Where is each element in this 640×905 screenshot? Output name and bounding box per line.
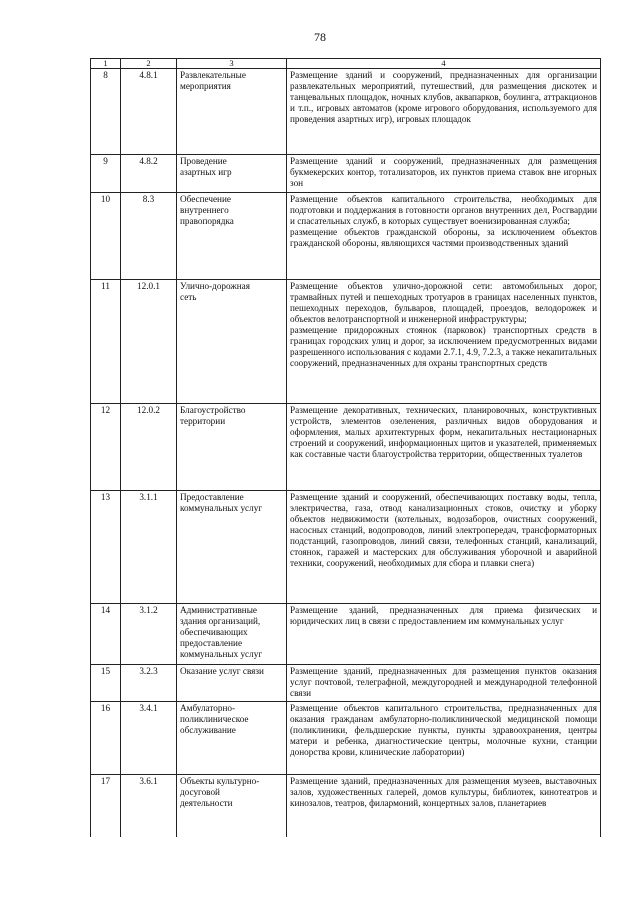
row-number: 12 (91, 404, 121, 491)
row-number: 16 (91, 702, 121, 775)
row-name: Амбулаторно- поликлиническое обслуживание (177, 702, 287, 775)
row-number: 17 (91, 775, 121, 837)
row-description: Размещение объектов капитального строительства, необходимых для подготовки и поддержания в готовности органов внутренних дел, Росгвардии и спасательных служб, в которых существует военизированная служба; размещение объектов гражданской обороны, за исключением объектов гражданской обороны, являющихся частями производственных зданий (287, 193, 601, 280)
row-name: Проведение азартных игр (177, 155, 287, 193)
row-name: Административные здания организаций, обеспечивающих предоставление коммунальных услуг (177, 604, 287, 665)
table-row (91, 404, 601, 491)
row-name: Улично-дорожная сеть (177, 280, 287, 404)
row-code: 3.2.3 (121, 665, 177, 702)
row-description: Размещение зданий и сооружений, предназначенных для размещения букмекерских контор, тотализаторов, их пунктов приема ставок вне игорных зон (287, 155, 601, 193)
row-description: Размещение зданий, предназначенных для приема физических и юридических лиц в связи с предоставлением им коммунальных услуг (287, 604, 601, 665)
table-row (91, 665, 601, 702)
row-code: 4.8.1 (121, 69, 177, 155)
row-description: Размещение объектов капитального строительства, предназначенных для оказания гражданам амбулаторно-поликлинической медицинской помощи (поликлиники, фельдшерские пункты, пункты здравоохранения, центры матери и ребенка, диагностические центры, молочные кухни, станции донорства крови, клинические лаборатории) (287, 702, 601, 775)
row-description: Размещение зданий, предназначенных для размещения музеев, выставочных залов, художественных галерей, домов культуры, библиотек, кинотеатров и кинозалов, театров, филармоний, концертных залов, планетариев (287, 775, 601, 837)
row-description: Размещение зданий и сооружений, обеспечивающих поставку воды, тепла, электричества, газа, отвод канализационных стоков, очистку и уборку объектов недвижимости (котельных, водозаборов, очистных сооружений, насосных станций, водопроводов, линий электропередач, трансформаторных подстанций, газопроводов, линий связи, телефонных станций, канализаций, стоянок, гаражей и мастерских для обслуживания уборочной и аварийной техники, сооружений, необходимых для сбора и плавки снега) (287, 491, 601, 604)
row-number: 15 (91, 665, 121, 702)
table-row (91, 280, 601, 404)
table-row (91, 604, 601, 665)
row-number: 9 (91, 155, 121, 193)
row-code: 12.0.2 (121, 404, 177, 491)
header-col-3: 3 (177, 59, 287, 69)
table-row (91, 155, 601, 193)
row-code: 4.8.2 (121, 155, 177, 193)
row-description: Размещение зданий и сооружений, предназначенных для организации развлекательных мероприятий, путешествий, для размещения дискотек и танцевальных площадок, ночных клубов, аквапарков, боулинга, аттракционов и т.п., игровых автоматов (кроме игрового оборудования, используемого для проведения азартных игр), игровых площадок (287, 69, 601, 155)
header-col-2: 2 (121, 59, 177, 69)
row-number: 8 (91, 69, 121, 155)
row-name: Предоставление коммунальных услуг (177, 491, 287, 604)
table-row (91, 193, 601, 280)
table-row (91, 702, 601, 775)
row-description: Размещение декоративных, технических, планировочных, конструктивных устройств, элементов озеленения, различных видов оборудования и оформления, малых архитектурных форм, некапитальных нестационарных строений и сооружений, информационных щитов и указателей, применяемых как составные части благоустройства территории, общественных туалетов (287, 404, 601, 491)
row-code: 12.0.1 (121, 280, 177, 404)
row-code: 3.6.1 (121, 775, 177, 837)
row-code: 3.4.1 (121, 702, 177, 775)
table-row (91, 775, 601, 837)
row-number: 13 (91, 491, 121, 604)
row-code: 8.3 (121, 193, 177, 280)
row-name: Обеспечение внутреннего правопорядка (177, 193, 287, 280)
row-name: Объекты культурно- досуговой деятельности (177, 775, 287, 837)
row-description: Размещение зданий, предназначенных для размещения пунктов оказания услуг почтовой, телеграфной, междугородней и международной телефонной связи (287, 665, 601, 702)
row-name: Оказание услуг связи (177, 665, 287, 702)
row-number: 11 (91, 280, 121, 404)
table-row (91, 491, 601, 604)
header-col-1: 1 (91, 59, 121, 69)
row-name: Развлекательные мероприятия (177, 69, 287, 155)
table-header-row (91, 59, 601, 69)
page-number: 78 (314, 30, 326, 44)
land-use-table (90, 58, 601, 837)
row-name: Благоустройство территории (177, 404, 287, 491)
row-description: Размещение объектов улично-дорожной сети: автомобильных дорог, трамвайных путей и пешеходных тротуаров в границах населенных пунктов, пешеходных переходов, бульваров, площадей, проездов, велодорожек и объектов велотранспортной и инженерной инфраструктуры; размещение придорожных стоянок (парковок) транспортных средств в границах городских улиц и дорог, за исключением предусмотренных видами разрешенного использования с кодами 2.7.1, 4.9, 7.2.3, а также некапитальных сооружений, предназначенных для охраны транспортных средств (287, 280, 601, 404)
row-code: 3.1.1 (121, 491, 177, 604)
table-row (91, 69, 601, 155)
row-number: 14 (91, 604, 121, 665)
row-number: 10 (91, 193, 121, 280)
row-code: 3.1.2 (121, 604, 177, 665)
header-col-4: 4 (287, 59, 601, 69)
